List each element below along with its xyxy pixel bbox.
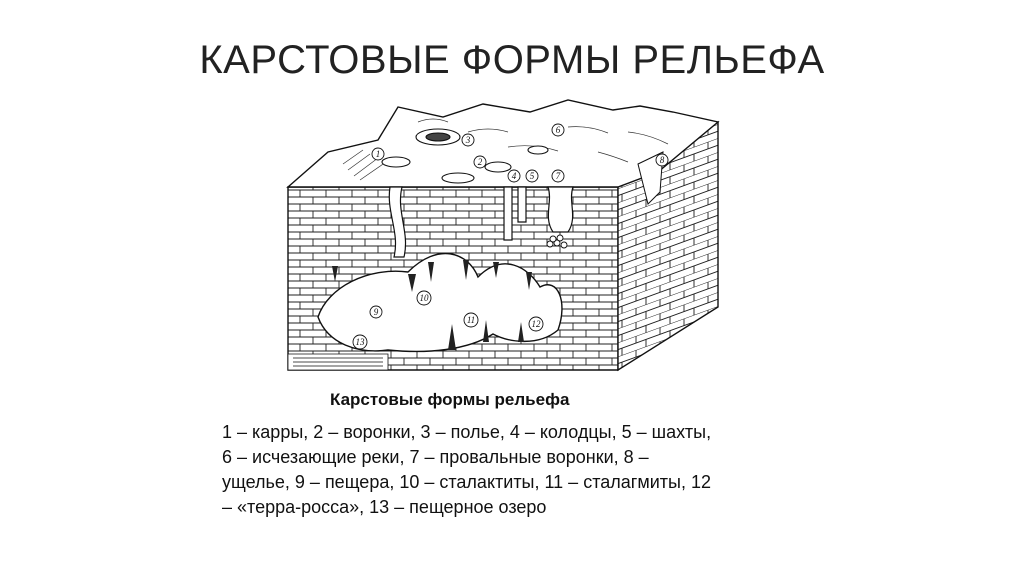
legend-line: – «терра-росса», 13 – пещерное озеро: [222, 497, 547, 517]
marker-8: [656, 154, 668, 166]
marker-4: [508, 170, 520, 182]
svg-text:12: 12: [531, 319, 541, 329]
svg-text:7: 7: [555, 171, 561, 181]
caption-heading: Карстовые формы рельефа: [330, 390, 570, 409]
legend-line: 6 – исчезающие реки, 7 – провальные воронки, 8 –: [222, 447, 649, 467]
svg-text:5: 5: [529, 171, 535, 181]
slide-title: КАРСТОВЫЕ ФОРМЫ РЕЛЬЕФА: [199, 38, 825, 82]
legend-line: 1 – карры, 2 – воронки, 3 – полье, 4 – колодцы, 5 – шахты,: [222, 422, 712, 442]
marker-6: [552, 124, 564, 136]
svg-text:4: 4: [511, 171, 517, 181]
marker-3: [462, 134, 474, 146]
cave-lake: [288, 354, 388, 370]
marker-11: [464, 313, 478, 327]
svg-text:9: 9: [373, 307, 379, 317]
legend-line: ущелье, 9 – пещера, 10 – сталактиты, 11 – сталагмиты, 12: [222, 472, 711, 492]
svg-text:8: 8: [659, 155, 665, 165]
marker-12: [529, 317, 543, 331]
svg-text:11: 11: [466, 315, 476, 325]
marker-9: [370, 306, 382, 318]
marker-7: [552, 170, 564, 182]
karst-block-diagram: [268, 92, 738, 382]
marker-5: [526, 170, 538, 182]
svg-text:13: 13: [355, 337, 365, 347]
svg-text:2: 2: [477, 157, 483, 167]
svg-text:6: 6: [555, 125, 561, 135]
marker-13: [353, 335, 367, 349]
caption-legend: [222, 420, 822, 520]
svg-text:3: 3: [465, 135, 471, 145]
marker-2: [474, 156, 486, 168]
marker-10: [417, 291, 431, 305]
svg-text:10: 10: [419, 293, 429, 303]
marker-1: [372, 148, 384, 160]
svg-text:1: 1: [375, 149, 381, 159]
